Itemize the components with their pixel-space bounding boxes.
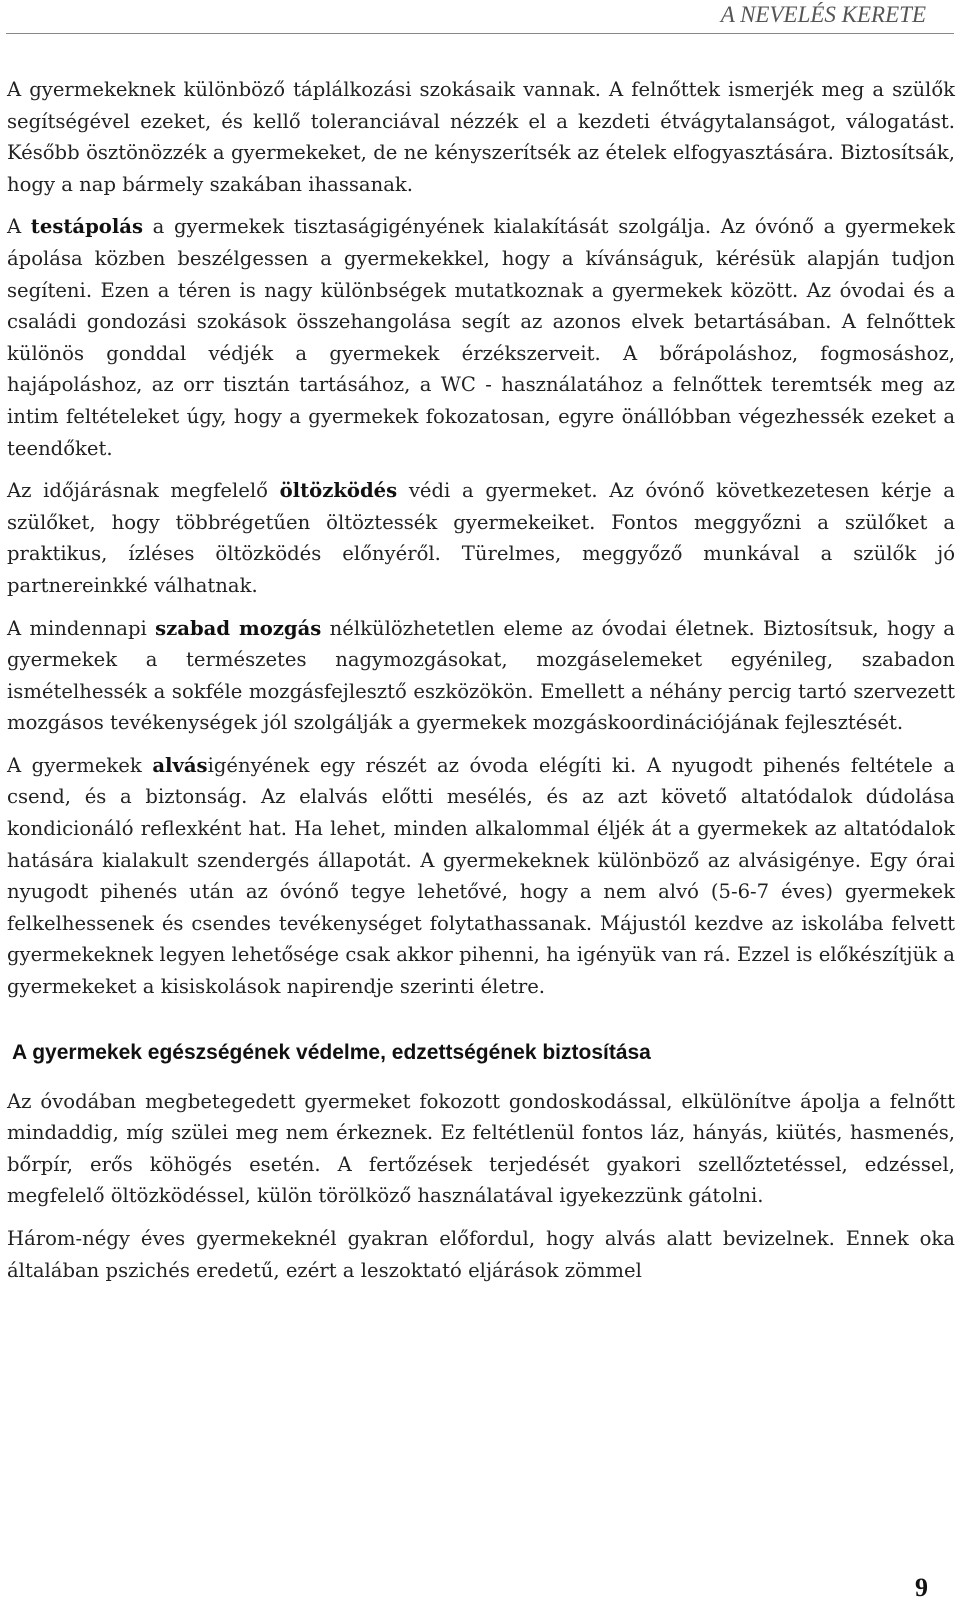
term-alvas: alvás (152, 753, 208, 777)
section-heading: A gyermekek egészségének védelme, edzettségének biztosítása (12, 1040, 651, 1064)
paragraph-nutrition: A gyermekeknek különböző táplálkozási szokásaik vannak. A felnőttek ismerjék meg a szülők segítségével ezeket, és kellő toleranciával nézzék el a kezdeti étvágytalanságot, válogatást. Később ösztönözzék a gyermekeket, de ne kényszerítsék az ételek elfogyasztására. Biztosítsák, hogy a nap bármely szakában ihassanak. (7, 78, 955, 196)
paragraph-illness: Az óvodában megbetegedett gyermeket fokozott gondoskodással, elkülönítve ápolja a felnőtt mindaddig, míg szülei meg nem érkeznek. Ez feltétlenül fontos láz, hányás, kiütés, hasmenés, bőrpír, erős köhögés esetén. A fertőzések terjedését gyakori szellőztetéssel, edzéssel, megfelelő öltözködéssel, külön törölköző használatával igyekezzünk gátolni. (7, 1089, 955, 1208)
document-body (7, 74, 955, 1297)
paragraph-movement: A mindennapi szabad mozgás nélkülözhetetlen eleme az óvodai életnek. Biztosítsuk, hogy a gyermekek a természetes nagymozgásokat, mozgáselemeket egyénileg, szabadon ismételhessék a sokféle mozgásfejlesztő eszközökön. Emellett a néhány percig tartó szervezett mozgásos tevékenységek jól szolgálják a gyermekek mozgáskoordinációjának fejlesztését. (7, 616, 955, 735)
term-testapolas: testápolás (30, 215, 144, 239)
term-szabad-mozgas: szabad mozgás (155, 616, 322, 640)
header-rule (6, 33, 954, 34)
running-header: A NEVELÉS KERETE (720, 2, 926, 27)
paragraph-hygiene: A testápolás a gyermekek tisztaságigényének kialakítását szolgálja. Az óvónő a gyermekek ápolása közben beszélgessen a gyermekekkel, hogy a kívánságuk, kérésük alapján tudjon segíteni. Ezen a téren is nagy különbségek mutatkoznak a gyermekek között. Az óvodai és a családi gondozási szokások összehangolása segít az azonos elvek betartásában. A felnőttek különös gonddal védjék a gyermekek érzékszerveit. A bőrápoláshoz, fogmosáshoz, hajápoláshoz, az orr tisztán tartásához, a WC - használatához a felnőttek teremtsék meg az intim feltételeket úgy, hogy a gyermekek fokozatosan, egyre önállóbban végezhessék ezeket a teendőket. (7, 215, 955, 460)
paragraph-sleep: A gyermekek alvásigényének egy részét az óvoda elégíti ki. A nyugodt pihenés feltétele a csend, és a biztonság. Az elalvás előtti mesélés, és az azt követő altatódalok dúdolása kondicionáló reflexként hat. Ha lehet, minden alkalommal éljék át a gyermekek az altatódalok hatására kialakult szendergés állapotát. A gyermekeknek különböző az alvásigénye. Egy órai nyugodt pihenés után az óvónő tegye lehetővé, hogy a nem alvó (5-6-7 éves) gyermekek felkelhessenek és csendes tevékenységet folytathassanak. Májustól kezdve az iskolába felvett gyermekeknek legyen lehetősége csak akkor pihenni, ha igényük van rá. Ezzel is előkészítjük a gyermekeket a kisiskolások napirendje szerinti életre. (7, 753, 955, 999)
page-number: 9 (915, 1573, 928, 1602)
paragraph-clothing: Az időjárásnak megfelelő öltözködés védi a gyermeket. Az óvónő következetesen kérje a szülőket, hogy többrégetűen öltöztessék gyermekeiket. Fontos meggyőzni a szülőket a praktikus, ízléses öltözködés előnyéről. Türelmes, meggyőző munkával a szülők jó partnereinkké válhatnak. (7, 479, 955, 597)
term-oltozkodes: öltözködés (279, 479, 398, 503)
paragraph-bedwetting: Három-négy éves gyermekeknél gyakran előfordul, hogy alvás alatt bevizelnek. Ennek oka általában pszichés eredetű, ezért a leszoktató eljárások zömmel (7, 1227, 955, 1282)
